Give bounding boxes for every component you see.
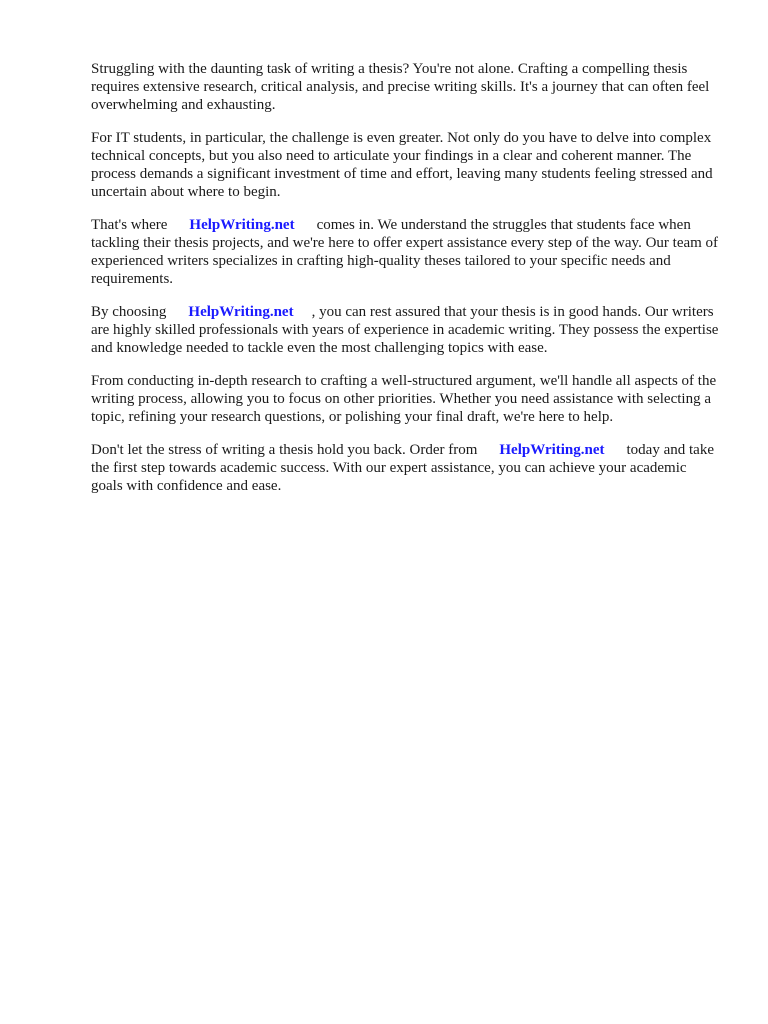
- paragraph-text: Struggling with the daunting task of writing a thesis? You're not alone. Crafting a compelling thesis requires extensive research, critical analysis, and precise writing skills. It's a journey that can often feel overwhelming and exhausting.: [91, 61, 710, 113]
- paragraph-it-students: [91, 129, 721, 201]
- helpwriting-link[interactable]: HelpWriting.net: [188, 304, 294, 320]
- helpwriting-link[interactable]: HelpWriting.net: [189, 217, 295, 233]
- paragraph-text-before: Don't let the stress of writing a thesis hold you back. Order from: [91, 442, 478, 458]
- paragraph-dont-let: [91, 441, 721, 495]
- paragraph-intro: [91, 60, 721, 114]
- paragraph-text-before: By choosing: [91, 304, 167, 320]
- helpwriting-link[interactable]: HelpWriting.net: [499, 442, 605, 458]
- paragraph-text-before: That's where: [91, 217, 168, 233]
- paragraph-thats-where: [91, 216, 721, 288]
- paragraph-text-after: comes in. We understand the struggles that students face when tackling their thesis projects, and we're here to offer expert assistance every step of the way. Our team of experienced writers specializes in crafting high-quality theses tailored to your specific needs and requirements.: [91, 217, 719, 287]
- paragraph-text: For IT students, in particular, the challenge is even greater. Not only do you have to delve into complex technical concepts, but you also need to articulate your findings in a clear and coherent manner. The process demands a significant investment of time and effort, leaving many students feeling stressed and uncertain about where to begin.: [91, 130, 713, 200]
- paragraph-text-after: today and take the first step towards academic success. With our expert assistance, you can achieve your academic goals with confidence and ease.: [91, 442, 714, 494]
- paragraph-by-choosing: [91, 303, 721, 357]
- document-body: [91, 60, 721, 510]
- paragraph-from-conducting: [91, 372, 721, 426]
- paragraph-text-after: , you can rest assured that your thesis is in good hands. Our writers are highly skilled professionals with years of experience in academic writing. They possess the expertise and knowledge needed to tackle even the most challenging topics with ease.: [91, 304, 719, 356]
- paragraph-text: From conducting in-depth research to crafting a well-structured argument, we'll handle all aspects of the writing process, allowing you to focus on other priorities. Whether you need assistance with selecting a topic, refining your research questions, or polishing your final draft, we're here to help.: [91, 373, 717, 425]
